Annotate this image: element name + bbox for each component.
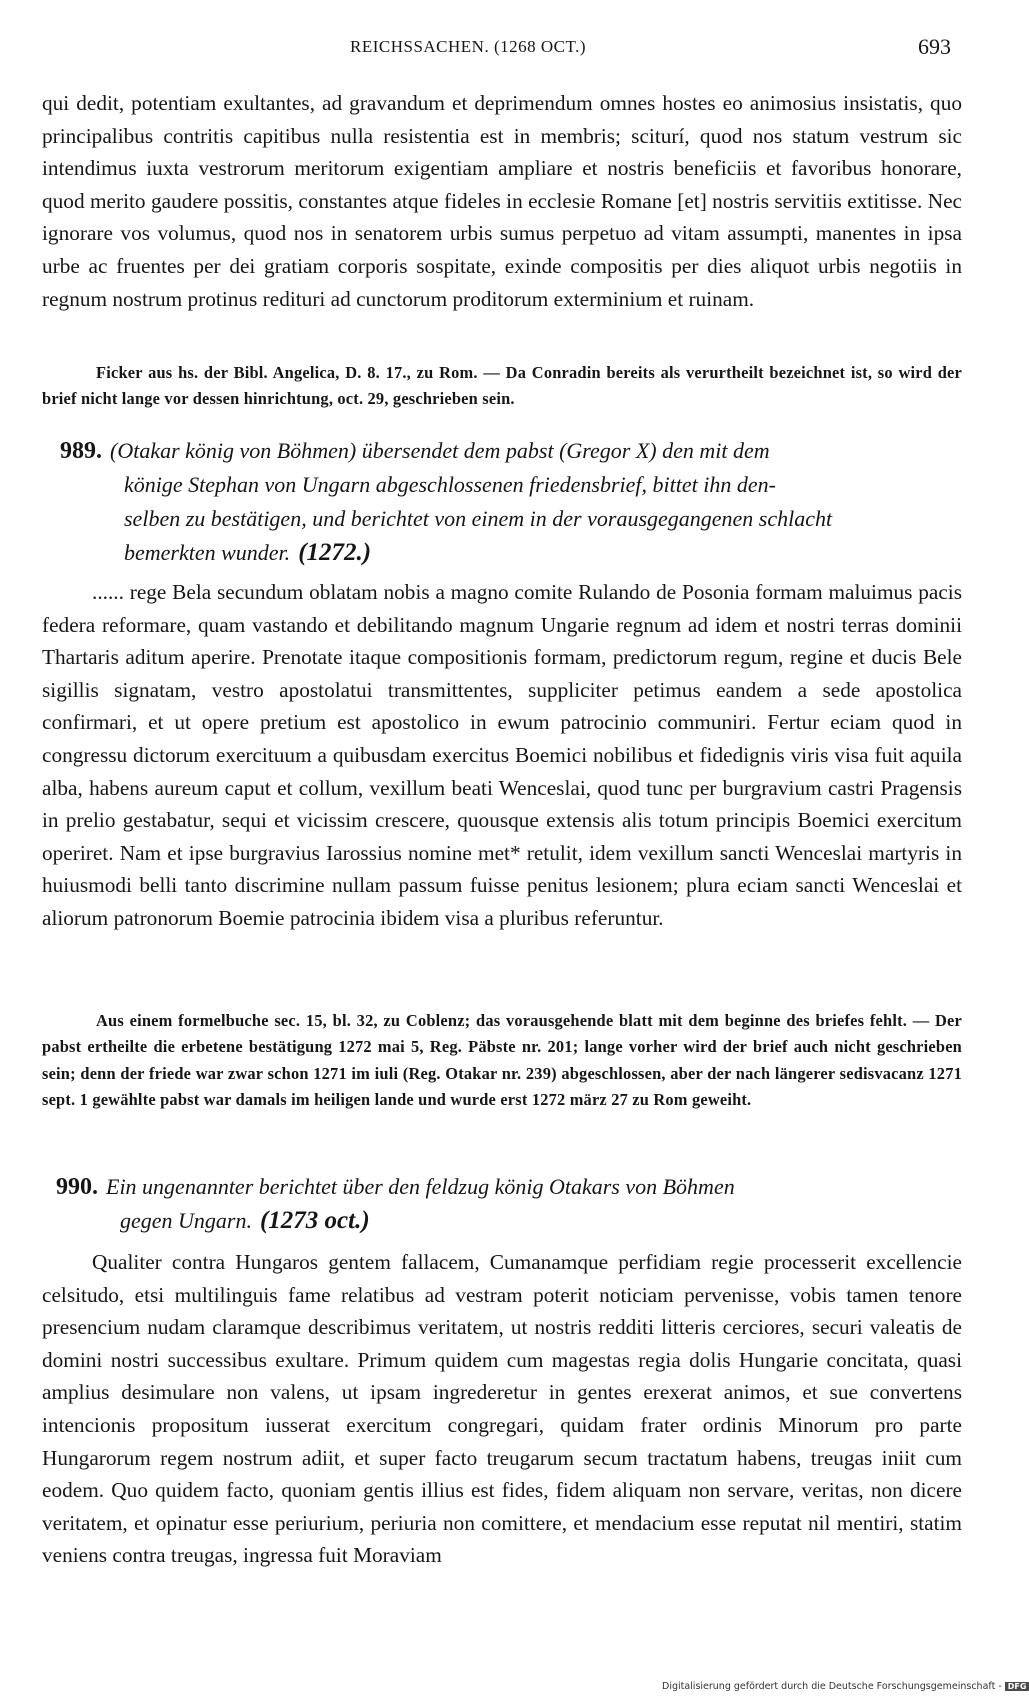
page-number: 693 <box>918 34 951 59</box>
entry-990-date: (1273 oct.) <box>259 1207 370 1234</box>
dfg-logo: DFG <box>1005 1682 1029 1691</box>
entry-989-heading <box>60 434 960 570</box>
entry-989-title-line4: bemerkten wunder. <box>124 540 291 565</box>
entry-989-note: Aus einem formelbuche sec. 15, bl. 32, zu Coblenz; das vorausgehende blatt mit dem beginne des briefes fehlt. — Der pabst ertheilte die erbetene bestätigung 1272 mai 5, Reg. Päbste nr. 201; lange vorher wird der brief auch nicht geschrieben sein; denn der friede war zwar schon 1271 im iuli (Reg. Otakar nr. 239) abgeschlossen, aber der nach längerer sedisvacanz 1271 sept. 1 gewählte pabst war damals im heiligen lande und wurde erst 1272 märz 27 zu Rom geweiht. <box>42 1011 962 1110</box>
footer-credit <box>662 1681 1027 1692</box>
entry-990-text: Qualiter contra Hungaros gentem fallacem, Cumanamque perfidiam regie processerit excellencie celsitudo, etsi multilinguis fame relatibus ad vestram poterit noticiam pervenisse, vobis tamen tenore presencium nudam claramque describimus veritatem, ut nostris redditi litteris cerciores, securi valeatis de domini nostri successibus exultare. Primum quidem cum magestas regia dolis Hungarie concitata, quasi amplius desimulare non valens, ut ipsam ingrederetur in gentes erexerat animos, et sue convertens intencionis propositum iusserat exercitum congregari, quidam frater ordinis Minorum pro parte Hungarorum regem nostrum adiit, et super facto treugarum secum tractatum habens, treugas iniit cum eodem. Quo quidem facto, quoniam gentis illius est fides, fidem aliquam non servare, veritas, non dicere veritatem, et opinatur esse periurium, periuria non comittere, et mendacium esse reputat nil mentiri, statim veniens contra treugas, ingressa fuit Moraviam <box>42 1250 962 1568</box>
entry-989-number: 989. <box>60 438 102 464</box>
entry-989-title-line3: selben zu bestätigen, und berichtet von einem in der vorausgegangenen schlacht <box>124 506 833 531</box>
running-head <box>0 34 1000 64</box>
continuation-text: qui dedit, potentiam exultantes, ad gravandum et deprimendum omnes hostes eo animosius insistatis, quo principalibus contritis capitibus nulla resistentia est in membris; sciturí, quod nos statum vestrum sic intendimus iuxta vestrorum meritorum exigentiam ampliare et nostris beneficiis et favoribus honorare, quod merito gaudere possitis, constantes atque fideles in ecclesie Romane [et] nostris servitiis extitisse. Nec ignorare vos volumus, quod nos in senatorem urbis sumus perpetuo ad vitam assumpti, manentes in ipsa urbe ac fruentes per dei gratiam corporis sospitate, exinde compositis per dies aliquot urbis negotiis in regnum nostrum protinus redituri ad cunctorum proditorum exterminium et ruinam. <box>42 91 962 311</box>
entry-990-heading <box>56 1170 956 1238</box>
entry-990-number: 990. <box>56 1174 98 1200</box>
footer-credit-text: Digitalisierung gefördert durch die Deutsche Forschungsgemeinschaft - <box>662 1681 1002 1692</box>
entry-990-title-line1: Ein ungenannter berichtet über den feldzug könig Otakars von Böhmen <box>106 1174 735 1199</box>
entry-990-title-line2: gegen Ungarn. <box>120 1208 252 1233</box>
entry-989-date: (1272.) <box>298 539 372 566</box>
entry-989-title-line1: (Otakar könig von Böhmen) übersendet dem pabst (Gregor X) den mit dem <box>110 438 770 463</box>
continuation-note: Ficker aus hs. der Bibl. Angelica, D. 8. 17., zu Rom. — Da Conradin bereits als verurtheilt bezeichnet ist, so wird der brief nicht lange vor dessen hinrichtung, oct. 29, geschrieben sein. <box>42 363 962 409</box>
entry-989-title-line2: könige Stephan von Ungarn abgeschlossenen friedensbrief, bittet ihn den- <box>124 472 776 497</box>
running-title: REICHSSACHEN. (1268 OCT.) <box>350 37 587 56</box>
entry-989-text: ...... rege Bela secundum oblatam nobis a magno comite Rulando de Posonia formam maluimus pacis federa reformare, quam vastando et debilitando magnum Ungarie regnum ad idem et nostri terras dominii Thartaris aditum aperire. Prenotate itaque compositionis formam, predictorum regum, regine et ducis Bele sigillis signatam, vestro apostolatui transmittentes, suppliciter petimus eandem a sede apostolica confirmari, et ut opere pretium est apostolico in ewum patrocinio communiri. Fertur eciam quod in congressu dictorum exercituum a quibusdam exercitus Boemici nobilibus et fidedignis viris visa fuit aquila alba, habens aureum caput et collum, vexillum beati Wenceslai, quod tunc per burgravium castri Pragensis in prelio gestabatur, sequi et vicissim crescere, quousque extensis alis totum principis Boemici exercitum operiret. Nam et ipse burgravius Iarossius nomine met* retulit, idem vexillum sancti Wenceslai martyris in huiusmodi belli tanto discrimine nullam passum fuisse penitus lesionem; plura eciam sancti Wenceslai et aliorum patronorum Boemie patrocinia ibidem visa a pluribus referuntur. <box>42 580 962 930</box>
